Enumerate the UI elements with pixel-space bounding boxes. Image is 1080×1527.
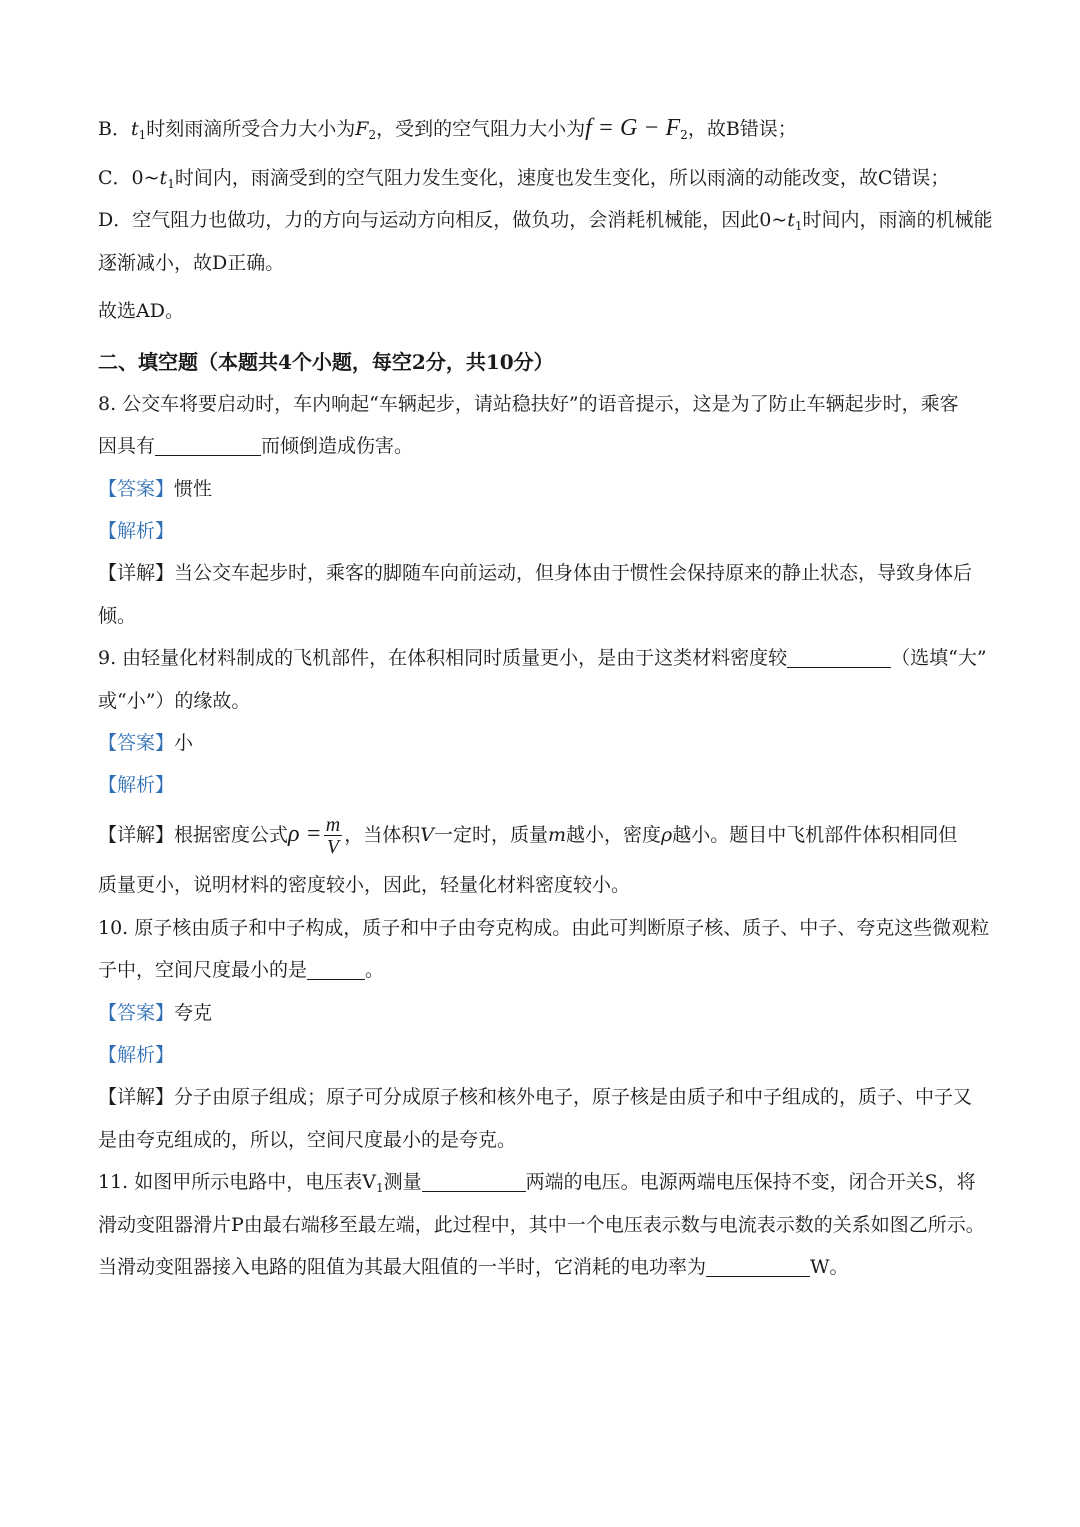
option-c-label: C．0~ [98,167,160,189]
answer-blank [307,959,365,980]
subscript: 1 [138,128,147,142]
answer-tag: 【答案】 [98,732,175,754]
question-10-line-1: 10. 原子核由质子和中子构成，质子和中子由夸克构成。由此可判断原子核、质子、中子、夸克这些微观粒 [98,917,990,939]
text: ，故B错误； [687,118,797,140]
question-11-line-2: 滑动变阻器滑片P由最右端移至最左端，此过程中，其中一个电压表示数与电流表示数的关系如图乙所示。 [98,1214,985,1236]
subscript: 2 [680,128,688,142]
fraction-denominator: V [326,835,340,858]
text: D．空气阻力也做功，力的方向与运动方向相反，做负功，会消耗机械能，因此0~ [98,209,788,231]
answer-blank [787,647,891,668]
option-b-label: B． [98,118,131,140]
analysis-tag: 【解析】 [98,774,175,796]
formula: f = G − F [585,115,681,141]
question-9-detail-1 [98,812,957,858]
answer-blank [422,1171,526,1192]
var-rho: ρ [661,824,673,846]
subscript: 1 [375,1181,384,1195]
detail-tag: 【详解】 [98,824,175,846]
text: ，受到的空气阻力大小为 [376,118,586,140]
var-t: t [159,167,168,189]
density-fraction [324,815,342,858]
question-10-answer [98,1001,212,1025]
answer-blank [706,1256,810,1277]
answer-blank [155,435,261,456]
analysis-tag: 【解析】 [98,1044,175,1066]
text: 当滑动变阻器接入电路的阻值为其最大阻值的一半时，它消耗的电功率为 [98,1256,707,1278]
subscript: 1 [167,177,175,191]
question-9-answer [98,731,193,755]
subscript: 2 [368,128,377,142]
text: 时间内，雨滴受到的空气阻力发生变化，速度也发生变化，所以雨滴的动能改变，故C错误； [174,167,950,189]
option-d-line-2: 逐渐减小，故D正确。 [98,252,285,274]
var-v: V [420,824,434,846]
text: 子中，空间尺度最小的是 [98,959,308,981]
text: 越小，密度 [566,824,662,846]
answer-text: 小 [174,732,194,754]
text: 9. 由轻量化材料制成的飞机部件，在体积相同时质量更小，是由于这类材料密度较 [98,647,788,669]
option-d-line-1 [98,208,993,238]
var-f: F [355,118,369,140]
answer-text: 惯性 [174,478,213,500]
question-9-line-1 [98,646,987,670]
text: 时间内，雨滴的机械能 [802,209,993,231]
question-9-detail-2: 质量更小，说明材料的密度较小，因此，轻量化材料密度较小。 [98,874,631,896]
text: 而倾倒造成伤害。 [261,435,414,457]
question-11-line-1 [98,1170,976,1200]
question-8-detail-1 [98,561,972,585]
answer-text: 夸克 [174,1002,213,1024]
density-symbol: ρ = [288,821,322,847]
text: 。 [365,959,385,981]
text: 11. 如图甲所示电路中，电压表V [98,1171,376,1193]
text: 当公交车起步时，乘客的脚随车向前运动，但身体由于惯性会保持原来的静止状态，导致身体后 [174,562,973,584]
var-t: t [787,209,795,231]
text: 两端的电压。电源两端电压保持不变，闭合开关S，将 [525,1171,976,1193]
answer-tag: 【答案】 [98,1002,175,1024]
question-10-detail-2: 是由夸克组成的，所以，空间尺度最小的是夸克。 [98,1129,517,1151]
question-8-line-1: 8. 公交车将要启动时，车内响起“车辆起步，请站稳扶好”的语音提示，这是为了防止车辆起步时，乘客 [98,393,959,415]
text: 测量 [383,1171,422,1193]
text: 时刻雨滴所受合力大小为 [146,118,356,140]
analysis-tag: 【解析】 [98,520,175,542]
var-t: t [130,118,139,140]
question-8-answer [98,477,212,501]
question-10-detail-1 [98,1085,972,1109]
question-11-line-3 [98,1255,849,1279]
fraction-numerator: m [325,813,341,836]
subscript: 1 [794,219,803,233]
text: 根据密度公式 [174,824,289,846]
detail-tag: 【详解】 [98,1086,175,1108]
text: 分子由原子组成；原子可分成原子核和核外电子，原子核是由质子和中子组成的，质子、中子又 [174,1086,973,1108]
text: 因具有 [98,435,156,457]
question-8-detail-2: 倾。 [98,605,137,627]
section-heading: 二、填空题（本题共4个小题，每空2分，共10分） [98,350,554,374]
text: W。 [810,1256,849,1278]
text: 越小。题目中飞机部件体积相同但 [672,824,958,846]
text: （选填“大” [891,647,987,669]
question-8-line-2 [98,434,413,458]
text: ，当体积 [344,824,421,846]
option-c-line [98,166,949,196]
choice-conclusion: 故选AD。 [98,300,184,322]
answer-tag: 【答案】 [98,478,175,500]
detail-tag: 【详解】 [98,562,175,584]
var-m: m [547,824,566,846]
question-10-line-2 [98,958,384,982]
option-b-line [98,116,797,147]
text: 一定时，质量 [433,824,548,846]
question-9-line-2: 或“小”）的缘故。 [98,690,251,712]
